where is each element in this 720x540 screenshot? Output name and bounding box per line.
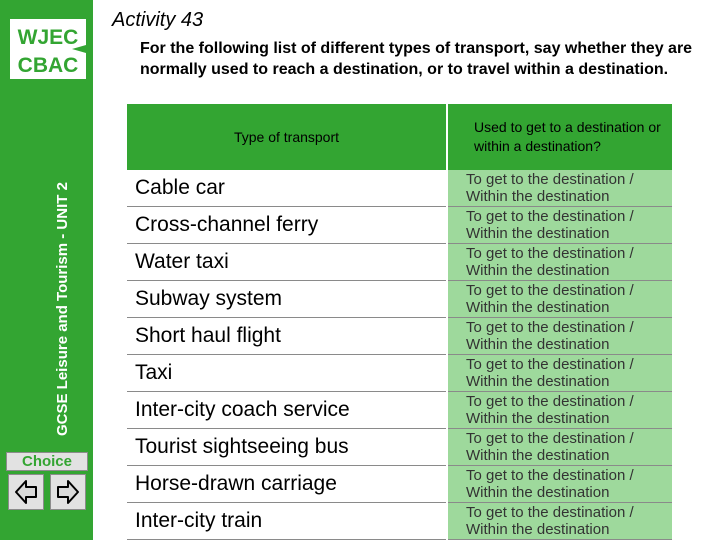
- answer-choice-button[interactable]: To get to the destination / Within the destination: [448, 281, 672, 317]
- answer-cell: [447, 429, 672, 466]
- header-use-text: Used to get to a destination or within a destination?: [474, 119, 661, 154]
- arrow-left-icon: [12, 478, 40, 506]
- wjec-cbac-logo: [8, 17, 92, 81]
- answer-choice-button[interactable]: To get to the destination / Within the destination: [448, 429, 672, 465]
- answer-cell: [447, 392, 672, 429]
- answer-cell: [447, 355, 672, 392]
- logo-line2: CBAC: [17, 54, 79, 77]
- answer-choice-button[interactable]: To get to the destination / Within the destination: [448, 170, 672, 206]
- transport-name: Cable car: [127, 170, 447, 207]
- table-header-row: [127, 104, 672, 170]
- table-row: [127, 503, 672, 540]
- logo-line1: WJEC: [17, 26, 79, 49]
- table-row: [127, 207, 672, 244]
- table-row: [127, 244, 672, 281]
- transport-table: [127, 104, 672, 540]
- sidebar: [0, 0, 93, 540]
- table-row: [127, 355, 672, 392]
- answer-choice-button[interactable]: To get to the destination / Within the destination: [448, 244, 672, 280]
- answer-choice-button[interactable]: To get to the destination / Within the destination: [448, 207, 672, 243]
- transport-name: Inter-city coach service: [127, 392, 447, 429]
- activity-title: Activity 43: [112, 9, 204, 31]
- answer-choice-button[interactable]: To get to the destination / Within the destination: [448, 466, 672, 502]
- transport-name: Horse-drawn carriage: [127, 466, 447, 503]
- choice-label: Choice: [6, 452, 88, 471]
- transport-name: Taxi: [127, 355, 447, 392]
- answer-choice-button[interactable]: To get to the destination / Within the destination: [448, 355, 672, 391]
- table-body: [127, 170, 672, 540]
- table-row: [127, 392, 672, 429]
- answer-choice-button[interactable]: To get to the destination / Within the destination: [448, 392, 672, 428]
- previous-button[interactable]: [8, 474, 44, 510]
- transport-name: Short haul flight: [127, 318, 447, 355]
- answer-cell: [447, 466, 672, 503]
- answer-choice-button[interactable]: To get to the destination / Within the destination: [448, 318, 672, 354]
- course-label: GCSE Leisure and Tourism - UNIT 2: [54, 182, 71, 436]
- activity-instructions: For the following list of different types of transport, say whether they are normally used to reach a destination, or to travel within a destination.: [140, 40, 693, 78]
- transport-name: Inter-city train: [127, 503, 447, 540]
- header-use: [447, 104, 672, 170]
- table-row: [127, 281, 672, 318]
- answer-cell: [447, 503, 672, 540]
- answer-cell: [447, 170, 672, 207]
- arrow-right-icon: [54, 478, 82, 506]
- table-row: [127, 429, 672, 466]
- transport-name: Water taxi: [127, 244, 447, 281]
- header-type: Type of transport: [127, 104, 447, 170]
- answer-cell: [447, 244, 672, 281]
- answer-choice-button[interactable]: To get to the destination / Within the destination: [448, 503, 672, 539]
- table-row: [127, 466, 672, 503]
- table-row: [127, 318, 672, 355]
- answer-cell: [447, 207, 672, 244]
- answer-cell: [447, 281, 672, 318]
- transport-name: Subway system: [127, 281, 447, 318]
- transport-name: Cross-channel ferry: [127, 207, 447, 244]
- transport-name: Tourist sightseeing bus: [127, 429, 447, 466]
- table-row: [127, 170, 672, 207]
- next-button[interactable]: [50, 474, 86, 510]
- answer-cell: [447, 318, 672, 355]
